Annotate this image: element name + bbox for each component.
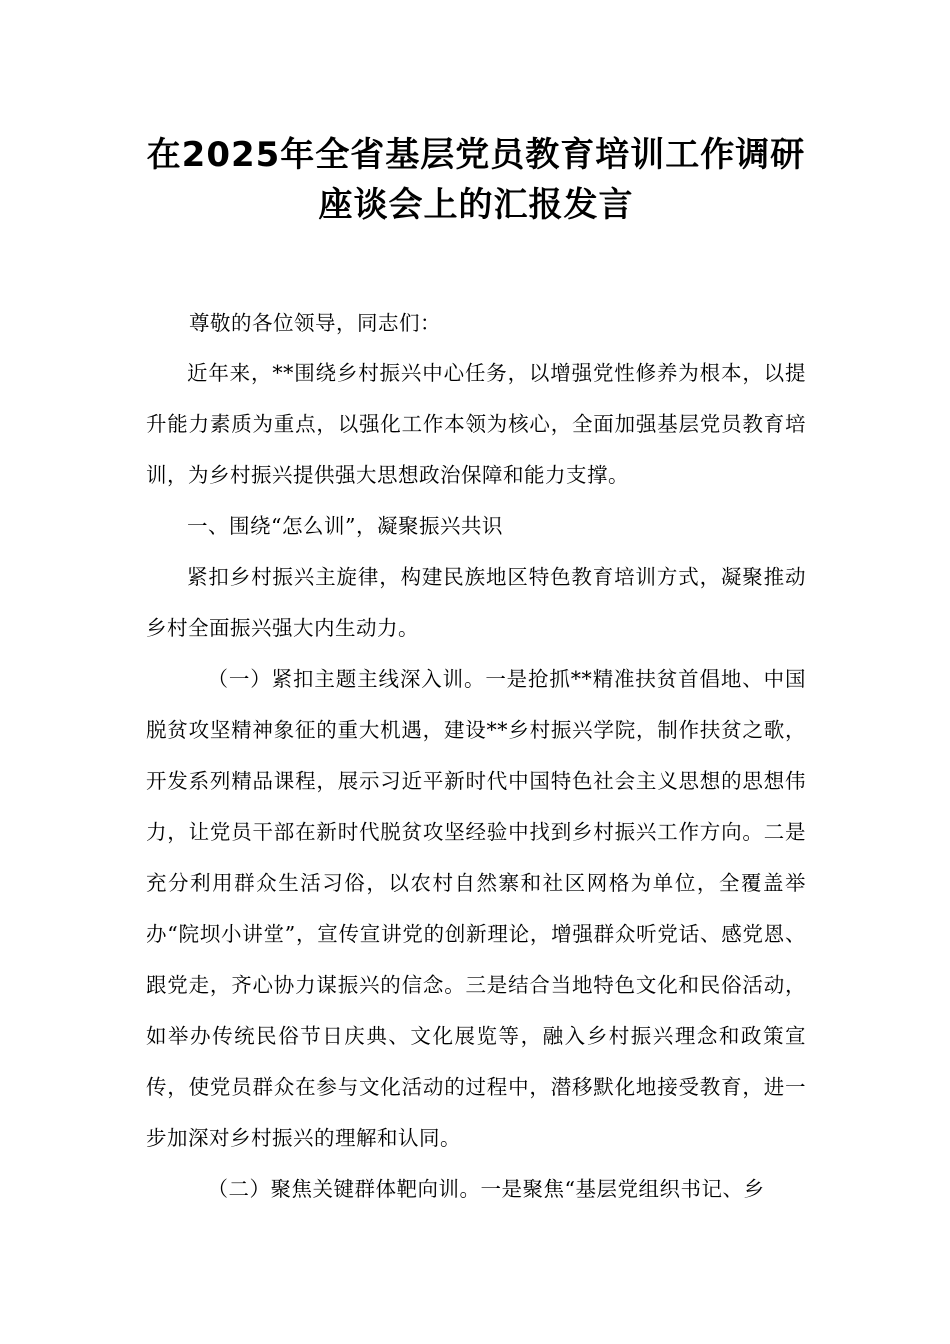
document-page (146, 130, 806, 1215)
section-1-intro-paragraph: 紧扣乡村振兴主旋律，构建民族地区特色教育培训方式，凝聚推动乡村全面振兴强大内生动力。 (146, 565, 806, 640)
subsection-1-paragraph: （一）紧扣主题主线深入训。一是抢抓**精准扶贫首倡地、中国脱贫攻坚精神象征的重大机遇，建设**乡村振兴学院，制作扶贫之歌，开发系列精品课程，展示习近平新时代中国特色社会主义思想的思想伟力，让党员干部在新时代脱贫攻坚经验中找到乡村振兴工作方向。二是充分利用群众生活习俗，以农村自然寨和社区网格为单位，全覆盖举办“院坝小讲堂”，宣传宣讲党的创新理论，增强群众听党话、感党恩、跟党走，齐心协力谋振兴的信念。三是结合当地特色文化和民俗活动，如举办传统民俗节日庆典、文化展览等，融入乡村振兴理念和政策宣传，使党员群众在参与文化活动的过程中，潜移默化地接受教育，进一步加深对乡村振兴的理解和认同。 (146, 667, 806, 1150)
document-body (146, 298, 806, 1215)
subsection-2-paragraph: （二）聚焦关键群体靶向训。一是聚焦“基层党组织书记、乡 (207, 1177, 765, 1201)
intro-paragraph: 近年来，**围绕乡村振兴中心任务，以增强党性修养为根本，以提升能力素质为重点，以强化工作本领为核心，全面加强基层党员教育培训，为乡村振兴提供强大思想政治保障和能力支撑。 (146, 361, 806, 487)
section-heading-1: 一、围绕“怎么训”，凝聚振兴共识 (187, 514, 503, 538)
greeting-paragraph: 尊敬的各位领导，同志们： (189, 311, 442, 335)
title-line-1: 在2025年全省基层党员教育培训工作调研 (146, 135, 806, 175)
document-title (146, 130, 806, 230)
title-line-2: 座谈会上的汇报发言 (318, 185, 634, 225)
